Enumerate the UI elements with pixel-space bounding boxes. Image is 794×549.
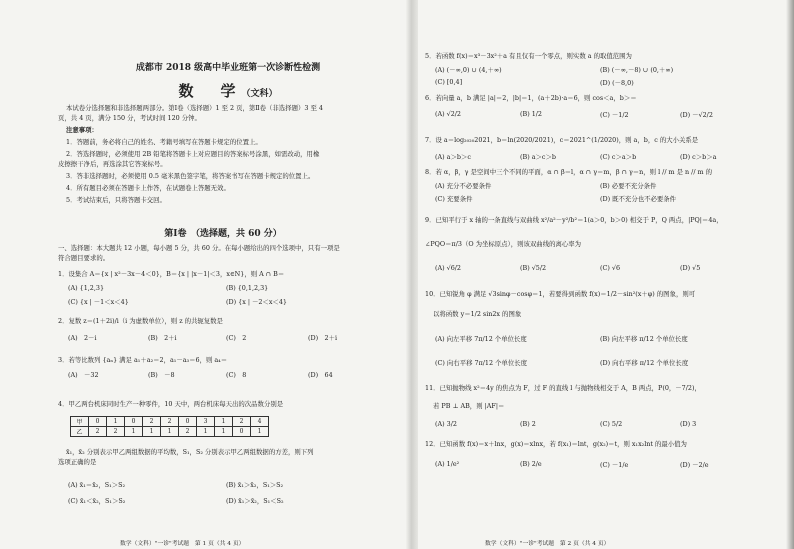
- page-footer: 数学（文科）"一诊"考试题 第 2 页（共 4 页）: [485, 541, 610, 547]
- subject-suffix: （文科）: [241, 89, 278, 99]
- page-right: [425, 0, 770, 549]
- table-row: [71, 427, 269, 437]
- q3-option-a: (A) －32: [68, 371, 99, 379]
- note-item: 2．答选择题时，必须使用 2B 铅笔将答题卡上对应题目的答案标号涂黑，如需改动，用橡: [66, 150, 320, 158]
- table-cell: 1: [215, 417, 233, 427]
- q1-option-b: (B) {0,1,2,3}: [226, 284, 269, 292]
- question-4-text: 选项正确的是: [58, 458, 97, 466]
- table-cell: 2: [161, 417, 179, 427]
- question-2: 2．复数 z＝(1＋2i)/i（i 为虚数单位），则 z 的共轭复数是: [58, 317, 223, 325]
- table-cell: 乙: [71, 427, 89, 437]
- table-cell: 1: [143, 427, 161, 437]
- table-row: [71, 417, 269, 427]
- page-edge-shadow: [786, 0, 794, 549]
- q6-option-b: (B) 1/2: [520, 110, 542, 118]
- q8-option-d: (D) 既不充分也不必要条件: [600, 195, 677, 203]
- question-6: 6．若向量 a，b 满足 |a|＝2，|b|＝1，(a＋2b)·a＝6，则 cos＜a，b＞＝: [425, 94, 637, 102]
- note-item: 4．所有题目必须在答题卡上作答，在试题卷上答题无效。: [66, 184, 230, 192]
- q5-option-d: (D) (－8,0): [600, 79, 634, 87]
- table-cell: 1: [215, 427, 233, 437]
- q11-option-c: (C) 5/2: [600, 420, 623, 428]
- subject-heading: [78, 80, 378, 101]
- q10-option-c: (C) 向右平移 7π/12 个单位长度: [435, 359, 528, 367]
- q1-option-a: (A) {1,2,3}: [68, 284, 105, 292]
- q9-option-a: (A) √6/2: [435, 264, 461, 272]
- q10-option-b: (B) 向左平移 π/12 个单位长度: [600, 335, 688, 343]
- table-cell: 0: [233, 427, 251, 437]
- question-10: 10．已知锐角 φ 满足 √3sinφ－cosφ＝1，若要得到函数 f(x)＝1/2－sin²(x＋φ) 的图象，则可: [425, 290, 696, 298]
- table-cell: 2: [107, 427, 125, 437]
- q2-option-b: (B) 2＋i: [148, 334, 177, 342]
- notice-heading: 注意事项：: [66, 126, 98, 134]
- table-cell: 1: [125, 427, 143, 437]
- table-cell: 3: [197, 417, 215, 427]
- table-cell: 0: [179, 417, 197, 427]
- notice-line: 本试卷分选择题和非选择题两部分。第Ⅰ卷（选择题）1 至 2 页，第Ⅱ卷（非选择题）3 至 4: [66, 104, 323, 112]
- q3-option-d: (D) 64: [308, 371, 333, 379]
- table-cell: 1: [161, 427, 179, 437]
- q10-option-d: (D) 向右平移 π/12 个单位长度: [600, 359, 689, 367]
- q2-option-a: (A) 2－i: [68, 334, 97, 342]
- note-item: 3．答非选择题时，必须使用 0.5 毫米黑色签字笔，将答案书写在答题卡规定的位置上。: [66, 172, 315, 180]
- table-cell: 0: [89, 417, 107, 427]
- table-cell: 2: [89, 427, 107, 437]
- q11-option-d: (D) 3: [680, 420, 697, 428]
- table-cell: 2: [143, 417, 161, 427]
- page-left: [58, 0, 403, 549]
- table-cell: 1: [251, 427, 269, 437]
- question-12: 12．已知函数 f(x)＝x＋lnx，g(x)＝xlnx，若 f(x₁)＝lnt，g(x₂)＝t，则 x₁x₂lnt 的最小值为: [425, 440, 687, 448]
- question-1: 1．设集合 A＝{x | x²－3x－4＜0}，B＝{x | |x－1|＜3，x∈N}，则 A ∩ B＝: [58, 270, 285, 278]
- question-4-text: x̄₁，x̄₂ 分别表示甲乙两组数据的平均数，S₁，S₂ 分别表示甲乙两组数据的方差，则下列: [66, 448, 314, 456]
- q4-option-c: (C) x̄₁＜x̄₂，S₁＞S₂: [68, 497, 126, 505]
- q5-option-c: (C) [0,4]: [435, 78, 463, 86]
- q10-option-a: (A) 向左平移 7π/12 个单位长度: [435, 335, 527, 343]
- q6-option-a: (A) √2/2: [435, 110, 461, 118]
- defects-table: [70, 416, 269, 437]
- question-3: 3．若等比数列 {aₙ} 满足 a₁＋a₂＝2，a₁－a₃＝6，则 a₄＝: [58, 356, 228, 364]
- exam-title: 成都市 2018 级高中毕业班第一次诊断性检测: [135, 63, 321, 73]
- question-9-cont: ∠PQO＝π/3（O 为坐标原点），则该双曲线的离心率为: [425, 240, 582, 248]
- q9-option-d: (D) √5: [680, 264, 701, 272]
- instruction-line: 符合题目要求的。: [58, 254, 110, 262]
- question-5: 5．若函数 f(x)＝x³－3x²＋a 有且仅有一个零点，则实数 a 的取值范围为: [425, 52, 632, 60]
- q8-option-c: (C) 充要条件: [435, 195, 473, 203]
- q3-option-b: (B) －8: [148, 371, 175, 379]
- q8-option-a: (A) 充分不必要条件: [435, 182, 492, 190]
- question-9: 9．已知平行于 x 轴的一条直线与双曲线 x²/a²－y²/b²＝1(a＞0，b＞0) 相交于 P，Q 两点，|PQ|＝4a，: [425, 216, 723, 224]
- note-item: 1．答题前，务必将自己的姓名、考籍号填写在答题卡规定的位置上。: [66, 138, 262, 146]
- table-cell: 2: [179, 427, 197, 437]
- q12-option-d: (D) －2/e: [680, 461, 709, 469]
- q4-option-d: (D) x̄₁＞x̄₂，S₁＜S₂: [226, 497, 284, 505]
- table-cell: 2: [233, 417, 251, 427]
- table-cell: 甲: [71, 417, 89, 427]
- notice-line: 页，共 4 页，满分 150 分，考试时间 120 分钟。: [58, 114, 201, 122]
- page-footer: 数学（文科）"一诊"考试题 第 1 页（共 4 页）: [120, 541, 245, 547]
- q9-option-c: (C) √6: [600, 264, 621, 272]
- question-7: 7．设 a＝log₂₀₂₀2021，b＝ln(2020/2021)，c＝2021^(1/2020)，则 a，b，c 的大小关系是: [425, 136, 699, 144]
- instruction-line: 一、选择题：本大题共 12 小题，每小题 5 分，共 60 分。在每小题给出的四个选项中，只有一项是: [58, 244, 340, 252]
- q6-option-c: (C) －1/2: [600, 111, 629, 119]
- q11-option-a: (A) 3/2: [435, 420, 457, 428]
- q1-option-d: (D) {x | －2＜x＜4}: [226, 298, 288, 306]
- q5-option-a: (A) (－∞,0) ∪ (4,＋∞): [435, 66, 502, 74]
- question-11: 11．已知抛物线 x²＝4y 的焦点为 F，过 F 的直线 l 与抛物线相交于 A，B 两点，P(0，－7/2)，: [425, 384, 701, 392]
- question-4: 4．甲乙两台机床同时生产一种零件，10 天中，两台机床每天出的次品数分别是: [58, 400, 284, 408]
- table-cell: 1: [197, 427, 215, 437]
- q3-option-c: (C) 8: [226, 371, 247, 379]
- q6-option-d: (D) －√2/2: [680, 111, 713, 119]
- q7-option-a: (A) a＞b＞c: [435, 153, 471, 161]
- q4-option-b: (B) x̄₁＞x̄₂，S₁＞S₂: [226, 481, 284, 489]
- q12-option-c: (C) －1/e: [600, 461, 629, 469]
- note-item: 皮擦擦干净后，再选涂其它答案标号。: [58, 160, 167, 168]
- table-cell: 0: [125, 417, 143, 427]
- q1-option-c: (C) {x | －1＜x＜4}: [68, 298, 129, 306]
- question-11-cont: 若 PB ⊥ AB，则 |AF|＝: [433, 402, 505, 410]
- note-item: 5．考试结束后，只将答题卡交回。: [66, 196, 166, 204]
- table-cell: 4: [251, 417, 269, 427]
- section-heading: 第Ⅰ卷 （选择题，共 60 分）: [164, 229, 282, 239]
- q5-option-b: (B) (－∞,－8) ∪ (0,＋∞): [600, 66, 674, 74]
- question-8: 8．若 α，β，γ 是空间中三个不同的平面，α ∩ β＝l，α ∩ γ＝m，β ∩ γ＝n，则 l // m 是 n // m 的: [425, 168, 712, 176]
- q7-option-c: (C) c＞a＞b: [600, 153, 637, 161]
- question-10-cont: 以将函数 y＝1/2 sin2x 的图象: [433, 310, 522, 318]
- q2-option-c: (C) 2: [226, 334, 247, 342]
- q7-option-d: (D) c＞b＞a: [680, 153, 717, 161]
- q12-option-a: (A) 1/e²: [435, 460, 460, 468]
- q12-option-b: (B) 2/e: [520, 460, 542, 468]
- q8-option-b: (B) 必要不充分条件: [600, 182, 657, 190]
- table-cell: 1: [107, 417, 125, 427]
- q7-option-b: (B) a＞c＞b: [520, 153, 556, 161]
- q9-option-b: (B) √5/2: [520, 264, 547, 272]
- q2-option-d: (D) 2＋i: [308, 334, 338, 342]
- subject-name: 数 学: [178, 82, 242, 100]
- page-fold: [406, 0, 418, 549]
- q4-option-a: (A) x̄₁＝x̄₂，S₁＞S₂: [68, 481, 126, 489]
- q11-option-b: (B) 2: [520, 420, 536, 428]
